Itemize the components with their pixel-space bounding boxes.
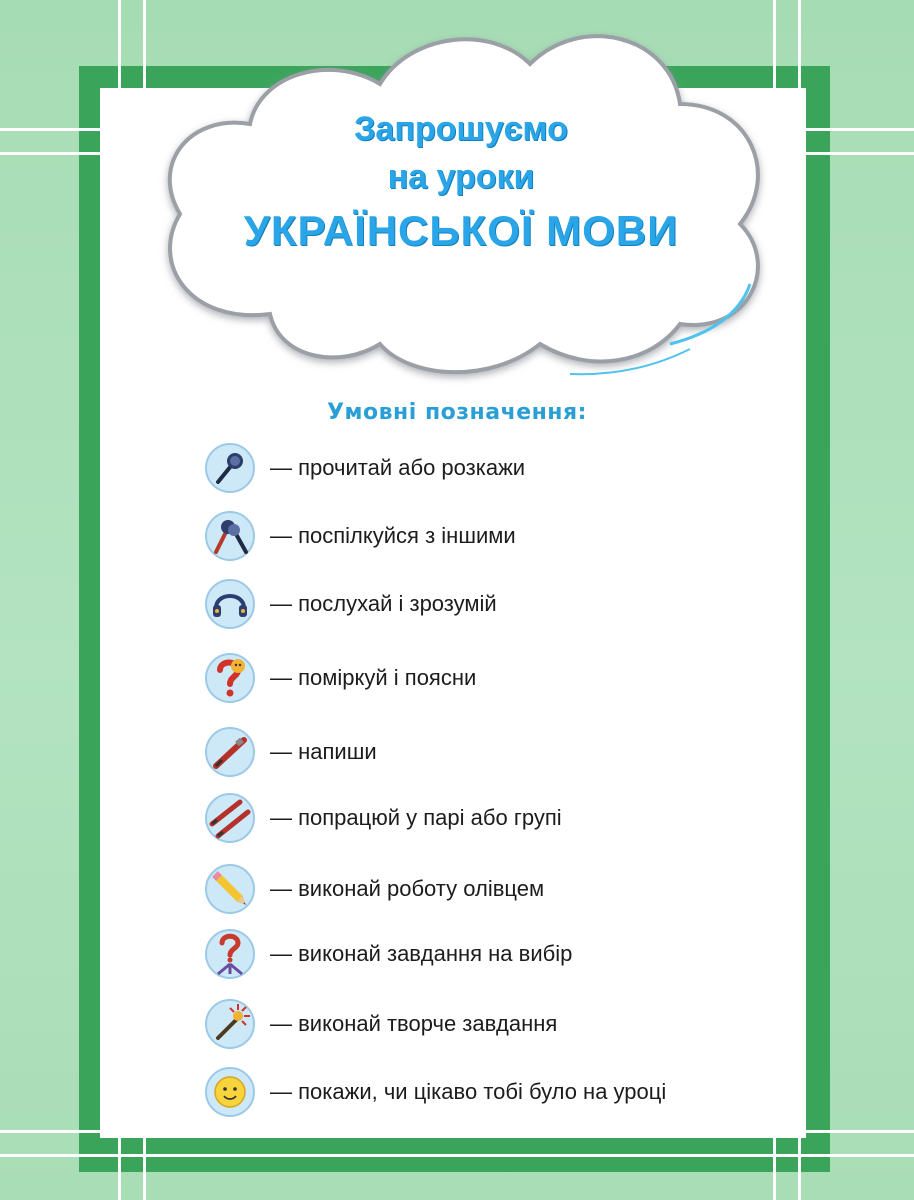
question-mark-icon	[204, 652, 256, 704]
smiley-icon	[204, 1066, 256, 1118]
microphone-icon	[204, 442, 256, 494]
legend-label: — виконай завдання на вибір	[270, 941, 573, 966]
choice-question-icon	[204, 928, 256, 980]
two-microphones-icon	[204, 510, 256, 562]
legend-item	[204, 650, 476, 706]
legend-label: — послухай і зрозумій	[270, 591, 497, 616]
legend-item	[204, 996, 557, 1052]
frame-line	[143, 0, 146, 1200]
legend-label: — попрацюй у парі або групі	[270, 805, 562, 830]
frame-line	[798, 0, 801, 1200]
legend-label: — виконай творче завдання	[270, 1011, 558, 1036]
frame-line	[0, 1154, 914, 1157]
cover-title	[150, 112, 772, 252]
legend-item	[204, 508, 516, 564]
pencil-icon	[204, 863, 256, 915]
legend-label: — напиши	[270, 739, 377, 764]
title-line-1: Запрошуємо	[354, 110, 568, 148]
frame-line	[0, 1130, 914, 1133]
legend-heading: Умовні позначення:	[327, 400, 587, 425]
legend-label: — виконай роботу олівцем	[270, 876, 545, 901]
frame-line	[118, 0, 121, 1200]
pen-icon	[204, 726, 256, 778]
legend-label: — прочитай або розкажи	[270, 455, 526, 480]
legend-label: — поміркуй і поясни	[270, 665, 477, 690]
headphones-icon	[204, 578, 256, 630]
legend-item	[204, 1064, 666, 1120]
legend-item	[204, 440, 525, 496]
legend-item	[204, 790, 562, 846]
legend-item	[204, 926, 572, 982]
legend-item	[204, 724, 377, 780]
magic-wand-icon	[204, 998, 256, 1050]
legend-item	[204, 576, 497, 632]
title-line-2: на уроки	[387, 158, 535, 196]
legend-item	[204, 861, 544, 917]
frame-line	[773, 0, 776, 1200]
two-pens-icon	[204, 792, 256, 844]
title-line-3: УКРАЇНСЬКОЇ МОВИ	[243, 207, 679, 254]
legend-label: — покажи, чи цікаво тобі було на уроці	[270, 1079, 667, 1104]
legend-label: — поспілкуйся з іншими	[270, 523, 516, 548]
